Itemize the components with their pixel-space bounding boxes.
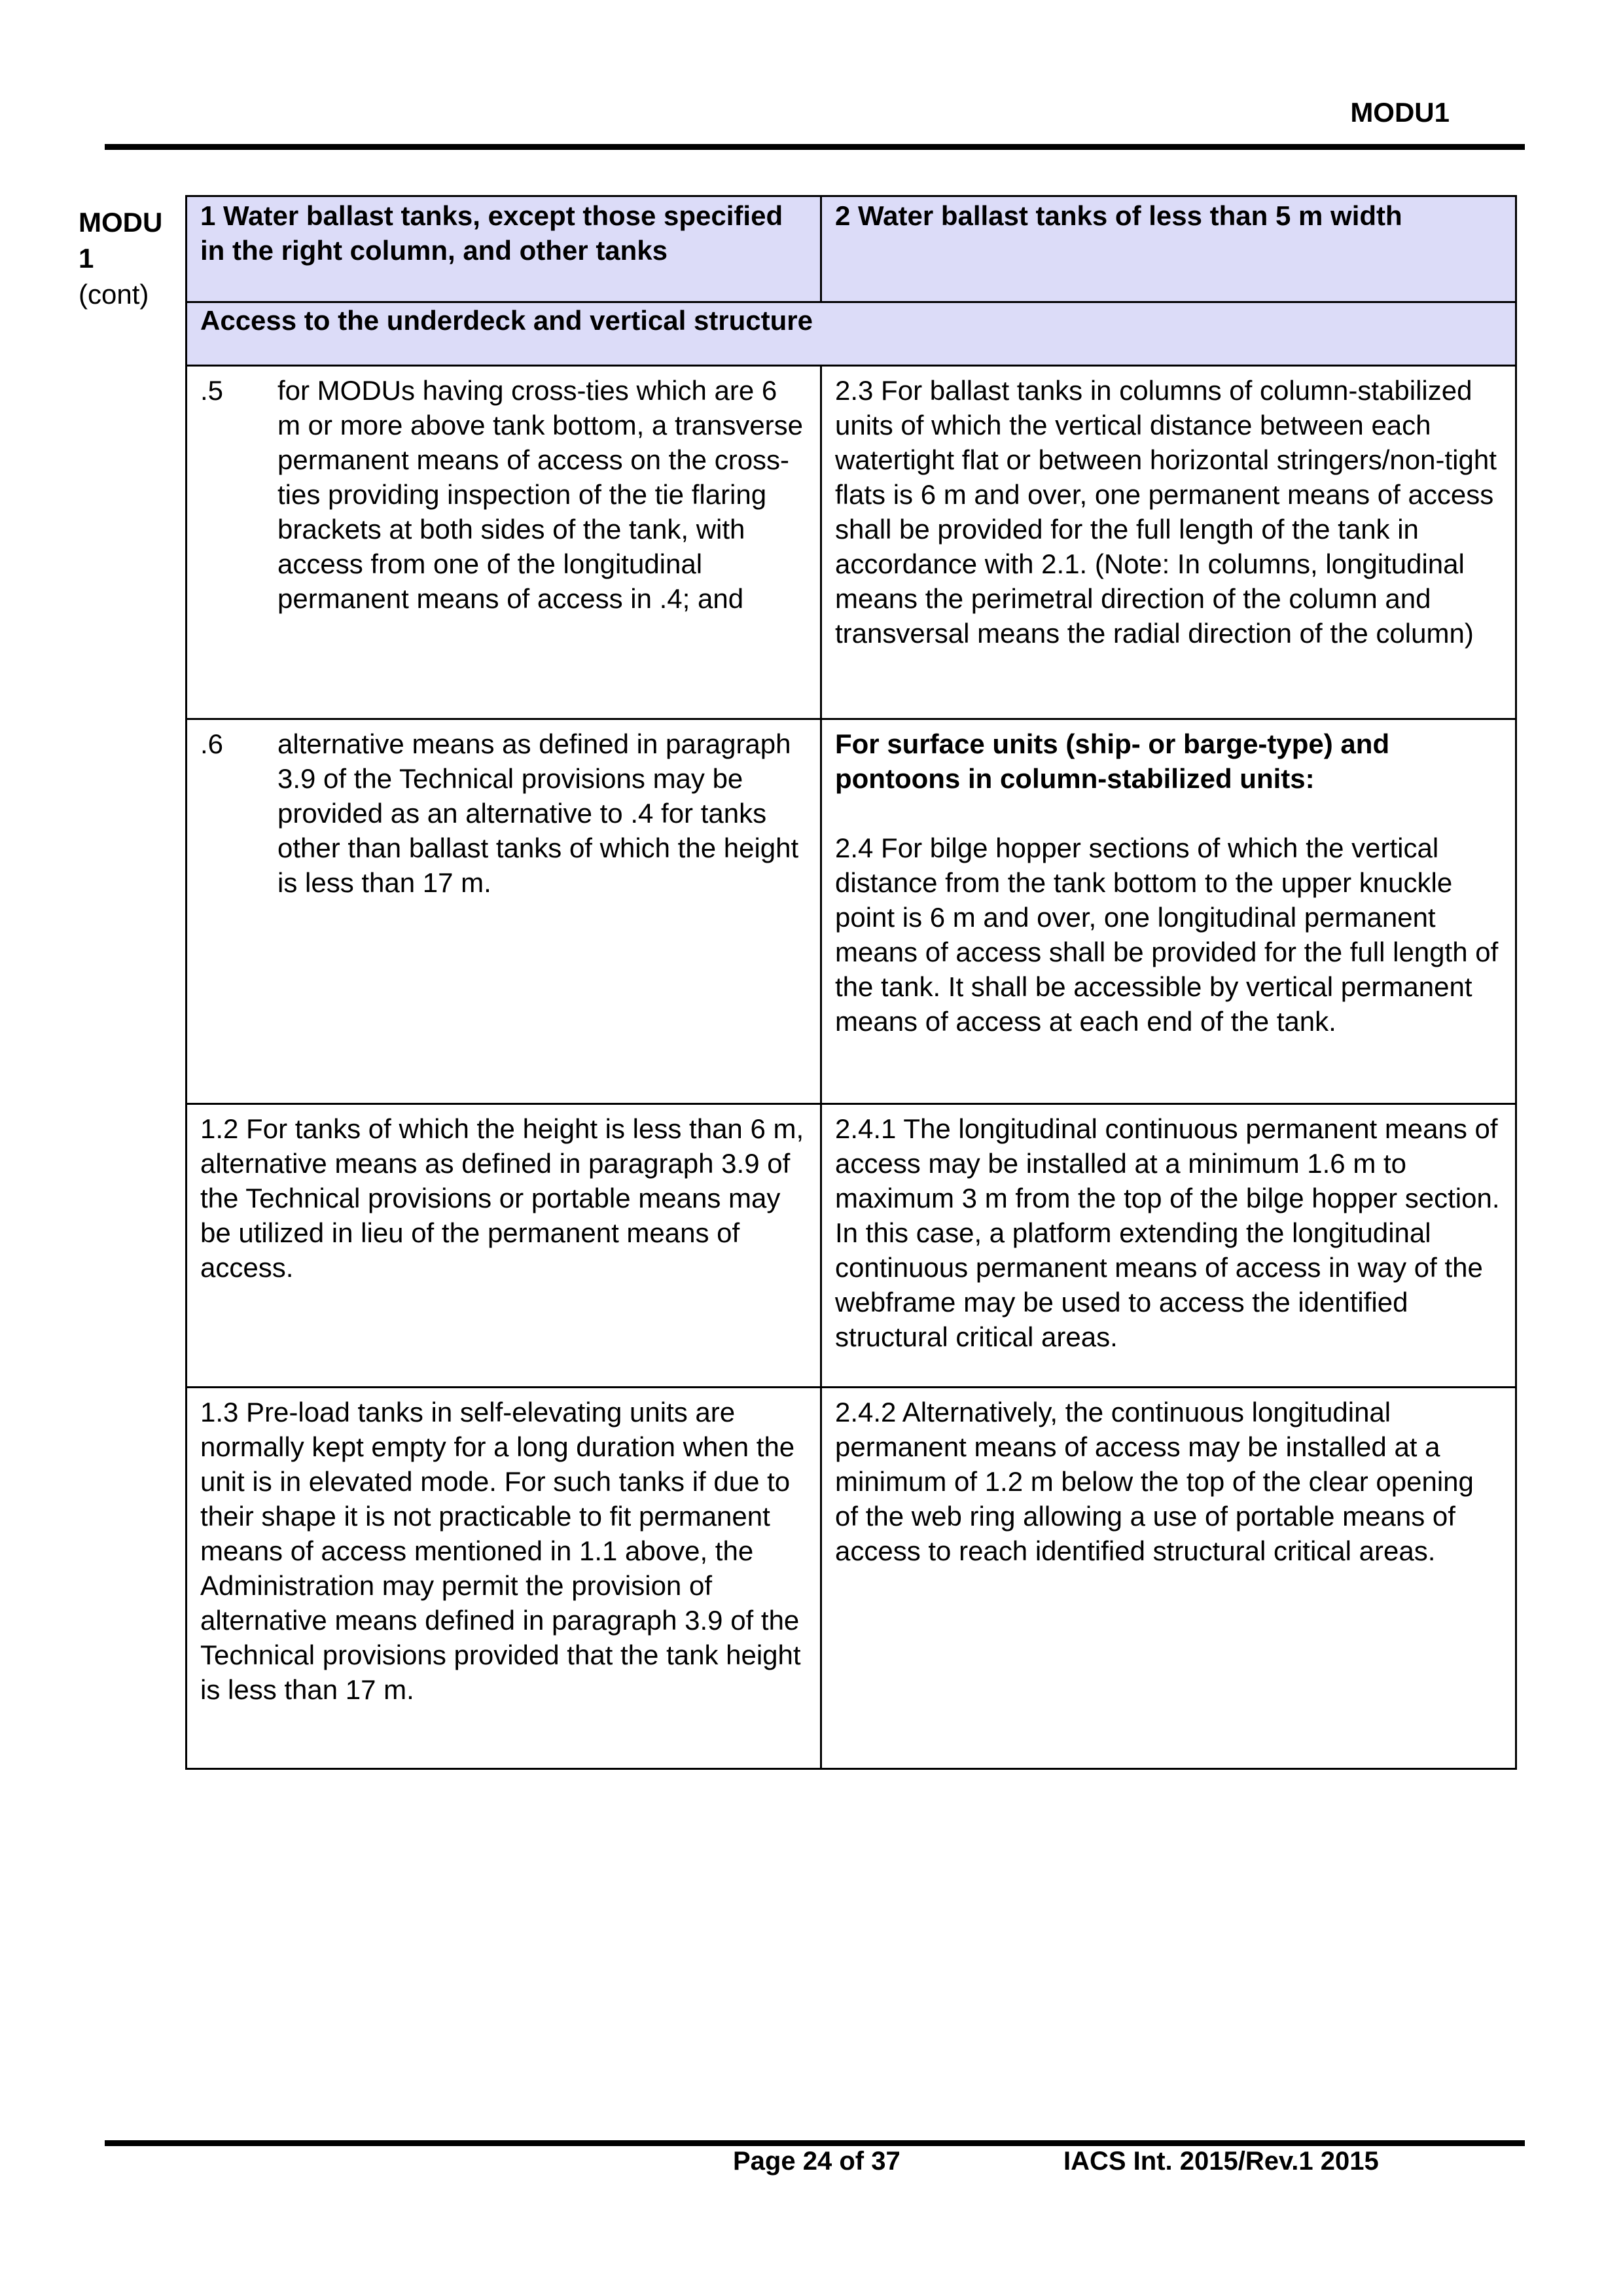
- document-reference: IACS Int. 2015/Rev.1 2015: [1063, 2147, 1379, 2176]
- header-rule: [105, 144, 1525, 150]
- table-cell-right: [821, 719, 1516, 1104]
- table-row: [187, 1104, 1516, 1388]
- column2-header: 2 Water ballast tanks of less than 5 m width: [821, 196, 1516, 302]
- table-row: [187, 1388, 1516, 1769]
- table-cell-left: [187, 366, 821, 719]
- table-cell-left: 1.3 Pre-load tanks in self-elevating units are normally kept empty for a long duration when the unit is in elevated mode. For such tanks if due to their shape it is not practicable to fit permanent means of access mentioned in 1.1 above, the Administration may permit the provision of alternative means defined in paragraph 3.9 of the Technical provisions provided that the tank height is less than 17 m.: [187, 1388, 821, 1769]
- table-cell-left: [187, 719, 821, 1104]
- requirements-table: [185, 195, 1517, 1770]
- item-text: alternative means as defined in paragraph 3.9 of the Technical provisions may be provided as an alternative to .4 for tanks other than ballast tanks of which the height is less than 17 m.: [277, 728, 799, 898]
- section-header: Access to the underdeck and vertical structure: [187, 302, 1516, 366]
- section-header-row: [187, 302, 1516, 366]
- side-label-line2: 1: [79, 243, 94, 274]
- table-cell-right: 2.4.2 Alternatively, the continuous longitudinal permanent means of access may be installed at a minimum of 1.2 m below the top of the clear opening of the web ring allowing a use of portable means of access to reach identified structural critical areas.: [821, 1388, 1516, 1769]
- table-row: [187, 366, 1516, 719]
- side-label-line3: (cont): [79, 279, 149, 310]
- table-cell-left: 1.2 For tanks of which the height is less than 6 m, alternative means as defined in paragraph 3.9 of the Technical provisions or portable means may be utilized in lieu of the permanent means of access.: [187, 1104, 821, 1388]
- table-cell-right: 2.3 For ballast tanks in columns of column-stabilized units of which the vertical distance between each watertight flat or between horizontal stringers/non-tight flats is 6 m and over, one permanent means of access shall be provided for the full length of the tank in accordance with 2.1. (Note: In columns, longitudinal means the perimetral direction of the column and transversal means the radial direction of the column): [821, 366, 1516, 719]
- item-text: for MODUs having cross-ties which are 6 m or more above tank bottom, a transverse permanent means of access on the cross-ties providing inspection of the tie flaring brackets at both sides of the tank, with access from one of the longitudinal permanent means of access in .4; and: [277, 375, 804, 614]
- table-row: [187, 719, 1516, 1104]
- footer-rule: [105, 2140, 1525, 2146]
- side-label-line1: MODU: [79, 207, 163, 238]
- column1-header: 1 Water ballast tanks, except those specified in the right column, and other tanks: [187, 196, 821, 302]
- header-code: MODU1: [1350, 97, 1450, 128]
- spacer: [835, 796, 1502, 831]
- page-number: Page 24 of 37: [733, 2147, 901, 2176]
- table-cell-right: 2.4.1 The longitudinal continuous permanent means of access may be installed at a minimum 1.6 m to maximum 3 m from the top of the bilge hopper section. In this case, a platform extending the longitudinal continuous permanent means of access in way of the webframe may be used to access the identified structural critical areas.: [821, 1104, 1516, 1388]
- table-header-row: [187, 196, 1516, 302]
- side-label: [79, 204, 177, 312]
- item-number: .5: [200, 375, 224, 406]
- item-text: 2.4 For bilge hopper sections of which the vertical distance from the tank bottom to the upper knuckle point is 6 m and over, one longitudinal permanent means of access shall be provided for the full length of the tank. It shall be accessible by vertical permanent means of access at each end of the tank.: [835, 833, 1499, 1037]
- subsection-heading: For surface units (ship- or barge-type) and pontoons in column-stabilized units:: [835, 728, 1390, 794]
- item-number: .6: [200, 728, 224, 759]
